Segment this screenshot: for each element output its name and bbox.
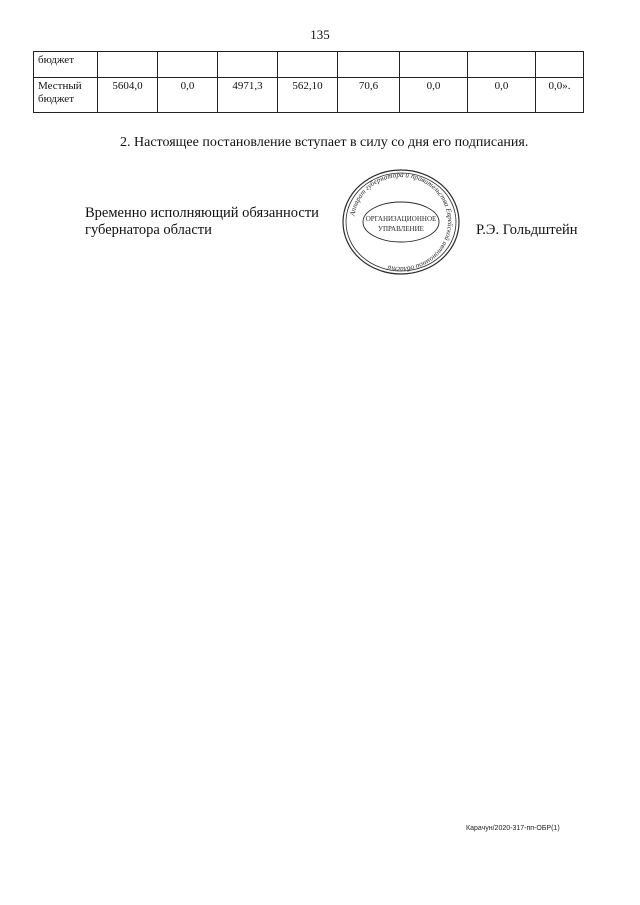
table-cell: 0,0 [468,78,536,113]
table-cell [338,52,400,78]
page-number: 135 [310,27,330,42]
table-cell [400,52,468,78]
table-cell: 0,0 [158,78,218,113]
label-line: бюджет [38,93,74,105]
stamp-ring-text: Аппарат губернатора и правительства Еврейской автономной области [348,170,455,274]
table-row [34,52,584,78]
official-stamp [336,165,466,280]
table-row [34,78,584,113]
table-cell: 562,10 [278,78,338,113]
table-cell: 0,0 [400,78,468,113]
table-cell: 70,6 [338,78,400,113]
table-cell: 0,0». [536,78,584,113]
label-line: Местный [38,80,82,92]
table-cell [218,52,278,78]
signer-title-line: губернатора области [85,222,212,238]
table-cell [468,52,536,78]
signer-title-line: Временно исполняющий обязанности [85,205,319,221]
effective-date-paragraph: 2. Настоящее постановление вступает в силу со дня его подписания. [120,135,529,150]
table-cell [98,52,158,78]
table-cell [536,52,584,78]
signer-name: Р.Э. Гольдштейн [476,222,578,238]
table-cell [158,52,218,78]
stamp-center-line: УПРАВЛЕНИЕ [378,225,424,233]
signer-title [85,205,345,239]
table-cell: 4971,3 [218,78,278,113]
table-cell-label [34,78,98,113]
table-cell [278,52,338,78]
budget-table [33,51,584,113]
table-cell: 5604,0 [98,78,158,113]
document-code: Карачун/2020-317-пп-ОБР(1) [466,825,560,832]
stamp-center-line: ОРГАНИЗАЦИОННОЕ [365,215,437,223]
table-cell-label: бюджет [34,52,98,78]
